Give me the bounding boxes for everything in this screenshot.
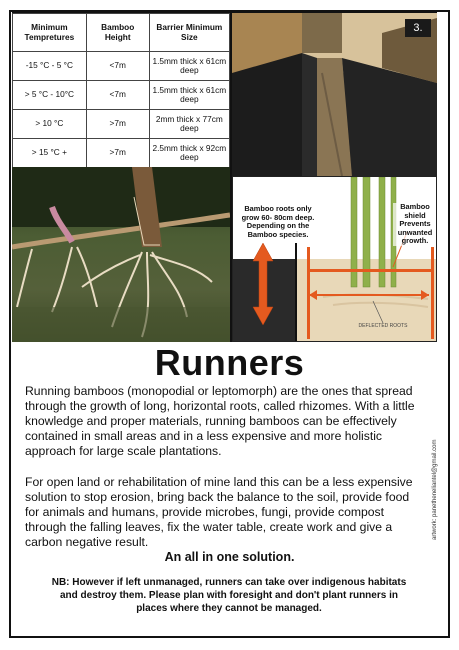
- page-number-badge: 3.: [405, 19, 431, 37]
- table-header: Barrier Minimum Size: [149, 14, 229, 52]
- table-cell: >7m: [86, 139, 149, 168]
- diagram-left-label: Bamboo roots only grow 60- 80cm deep. Depending on the Bamboo species.: [241, 204, 315, 239]
- paragraph-runners-intro: Running bamboos (monopodial or leptomorph) are the ones that spread through the growth of long, horizontal roots, called rhizomes. With a little knowledge and proper materials, running bamboos can be effectively contained in small areas and in a less expensive and more holistic approach for large scale plantations.: [25, 384, 415, 458]
- page-title: Runners: [154, 342, 305, 383]
- table-row: [13, 110, 230, 139]
- table-cell: > 5 °C - 10°C: [13, 81, 87, 110]
- table-cell: >7m: [86, 110, 149, 139]
- artwork-credit: artwork: panetheneliantel@gmail.com: [432, 439, 438, 540]
- table-cell: 2mm thick x 77cm deep: [149, 110, 229, 139]
- table-header: Minimum Tempretures: [13, 14, 87, 52]
- barrier-size-table: [12, 13, 230, 168]
- table-cell: <7m: [86, 52, 149, 81]
- table-row: [13, 52, 230, 81]
- barrier-diagram: [232, 176, 437, 342]
- table-row: [13, 81, 230, 110]
- table-cell: 1.5mm thick x 61cm deep: [149, 81, 229, 110]
- table-cell: <7m: [86, 81, 149, 110]
- diagram-right-label: Bamboo shield Prevents unwanted growth.: [393, 203, 437, 246]
- trench-illustration: [232, 13, 437, 176]
- table-header-row: [13, 14, 230, 52]
- emphasis-line: An all in one solution.: [164, 550, 295, 564]
- paragraph-land-rehabilitation: For open land or rehabilitation of mine land this can be a less expensive solution to stop erosion, bring back the balance to the soil, provide food for animals and humans, provide microbes, fungi, provide compost through the falling leaves, fix the water table, create work and give a carbon negative result.: [25, 475, 413, 549]
- roots-illustration: [12, 167, 230, 342]
- table-cell: -15 °C - 5 °C: [13, 52, 87, 81]
- bamboo-roots-photo: [12, 167, 230, 342]
- warning-note: NB: However if left unmanaged, runners can take over indigenous habitats and destroy them. Please plan with foresight and don't plant runners in places where they cannot be managed.: [51, 577, 407, 614]
- table-cell: > 15 °C +: [13, 139, 87, 168]
- table-row: [13, 139, 230, 168]
- table-cell: > 10 °C: [13, 110, 87, 139]
- table-cell: 1.5mm thick x 61cm deep: [149, 52, 229, 81]
- table-cell: 2.5mm thick x 92cm deep: [149, 139, 229, 168]
- table-header: Bamboo Height: [86, 14, 149, 52]
- trench-barrier-photo: [232, 13, 437, 176]
- diagram-bottom-label: DEFLECTED ROOTS: [358, 323, 408, 329]
